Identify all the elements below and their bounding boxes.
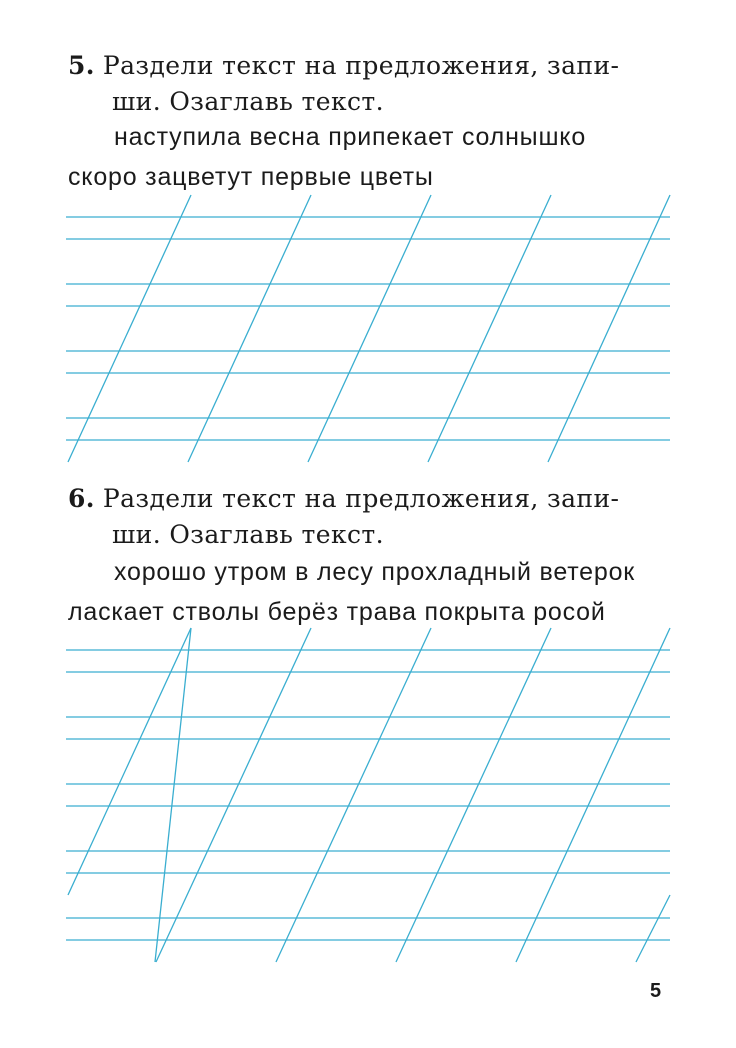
task-6-text-line2: ласкает стволы берёз трава покрыта росой [68,598,606,626]
task-6-instruction-line2: ши. Озаглавь текст. [112,520,384,549]
task-5-instruction-line2: ши. Озаглавь текст. [112,87,384,116]
task-6-text-line1: хорошо утром в лесу прохладный ветерок [114,558,636,586]
task-5-text-line2: скоро зацветут первые цветы [68,163,434,191]
task-5-number: 5. [68,51,95,80]
page-number: 5 [650,980,662,1002]
task-6-number: 6. [68,484,95,513]
task-5-text-line1: наступила весна припекает солнышко [114,123,587,151]
task-5-instruction-line1: Раздели текст на предложения, запи- [102,51,620,80]
task-6-instruction-line1: Раздели текст на предложения, запи- [102,484,620,513]
